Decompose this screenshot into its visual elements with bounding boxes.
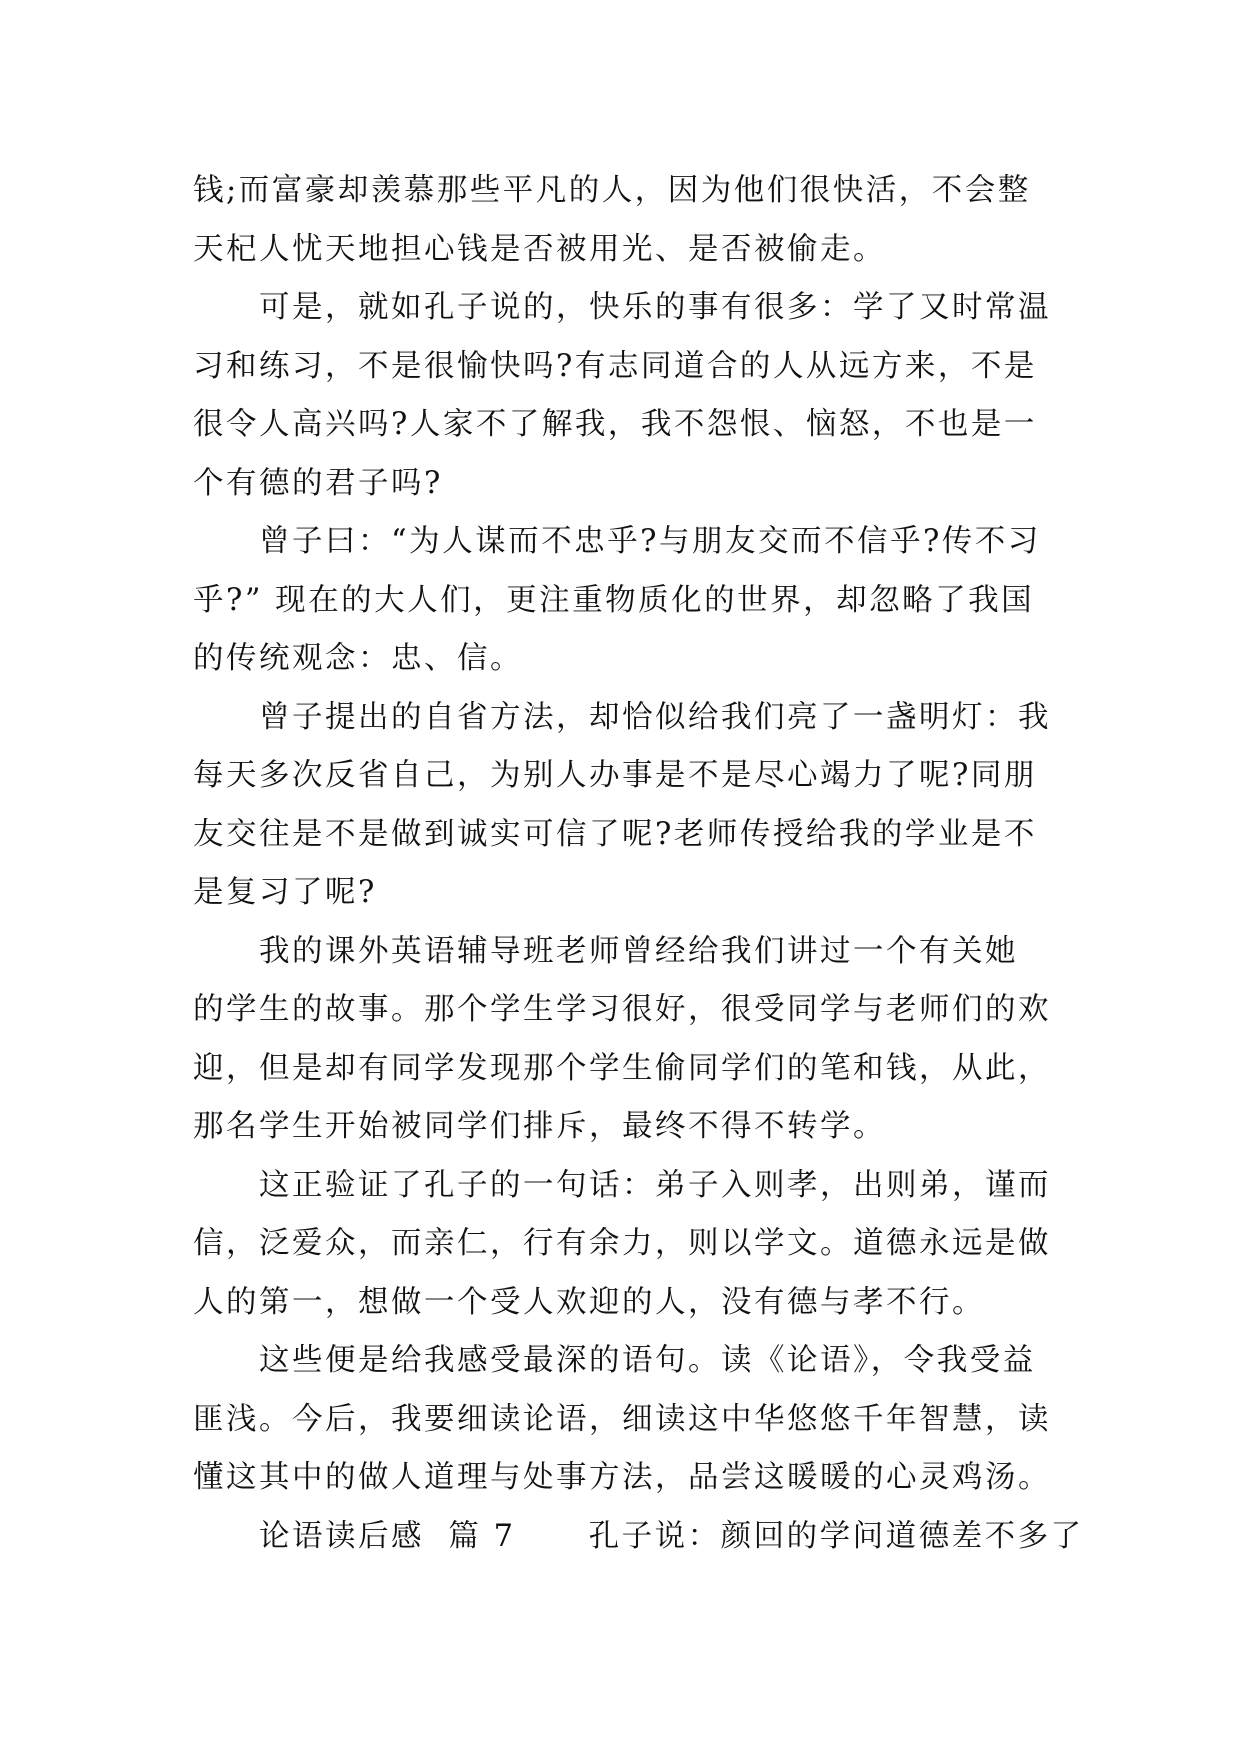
document-body: [193, 162, 1084, 1566]
text-line: 曾子提出的自省方法，却恰似给我们亮了一盏明灯：我: [259, 699, 1051, 735]
text-line: 曾子曰：“为人谋而不忠乎?与朋友交而不信乎?传不习: [259, 524, 1041, 559]
text-line: 匪浅。今后，我要细读论语，细读这中华悠悠千年智慧，读: [193, 1401, 1051, 1437]
text-line: 每天多次反省自己，为别人办事是不是尽心竭力了呢?同朋: [193, 758, 1037, 793]
text-line: 的传统观念：忠、信。: [193, 641, 523, 676]
text-line: 乎?” 现在的大人们，更注重物质化的世界，却忽略了我国: [193, 582, 1035, 618]
text-line: 天杞人忧天地担心钱是否被用光、是否被偷走。: [193, 231, 886, 267]
text-line: 论语读后感 篇 7 孔子说：颜回的学问道德差不多了: [259, 1518, 1084, 1554]
text-line: 习和练习，不是很愉快吗?有志同道合的人从远方来，不是: [193, 348, 1037, 384]
text-line: 的学生的故事。那个学生学习很好，很受同学与老师们的欢: [193, 992, 1051, 1027]
text-line: 这正验证了孔子的一句话：弟子入则孝，出则弟，谨而: [259, 1167, 1051, 1203]
text-line: 这些便是给我感受最深的语句。读《论语》，令我受益: [259, 1343, 1036, 1378]
text-line: 信，泛爱众，而亲仁，行有余力，则以学文。道德永远是做: [193, 1226, 1051, 1261]
text-line: 很令人高兴吗?人家不了解我，我不怨恨、恼怒，不也是一: [193, 407, 1037, 442]
text-line: 我的课外英语辅导班老师曾经给我们讲过一个有关她: [259, 933, 1018, 969]
text-line: 是复习了呢?: [193, 875, 377, 910]
text-line: 个有德的君子吗?: [193, 465, 443, 501]
text-line: 懂这其中的做人道理与处事方法，品尝这暖暖的心灵鸡汤。: [193, 1460, 1051, 1495]
text-line: 钱;而富豪却羡慕那些平凡的人，因为他们很快活，不会整: [193, 173, 1031, 208]
text-line: 那名学生开始被同学们排斥，最终不得不转学。: [193, 1109, 886, 1144]
text-line: 可是，就如孔子说的，快乐的事有很多：学了又时常温: [259, 290, 1051, 325]
text-line: 友交往是不是做到诚实可信了呢?老师传授给我的学业是不: [193, 816, 1037, 852]
text-line: 迎，但是却有同学发现那个学生偷同学们的笔和钱，从此，: [193, 1050, 1051, 1086]
text-line: 人的第一，想做一个受人欢迎的人，没有德与孝不行。: [193, 1284, 985, 1320]
